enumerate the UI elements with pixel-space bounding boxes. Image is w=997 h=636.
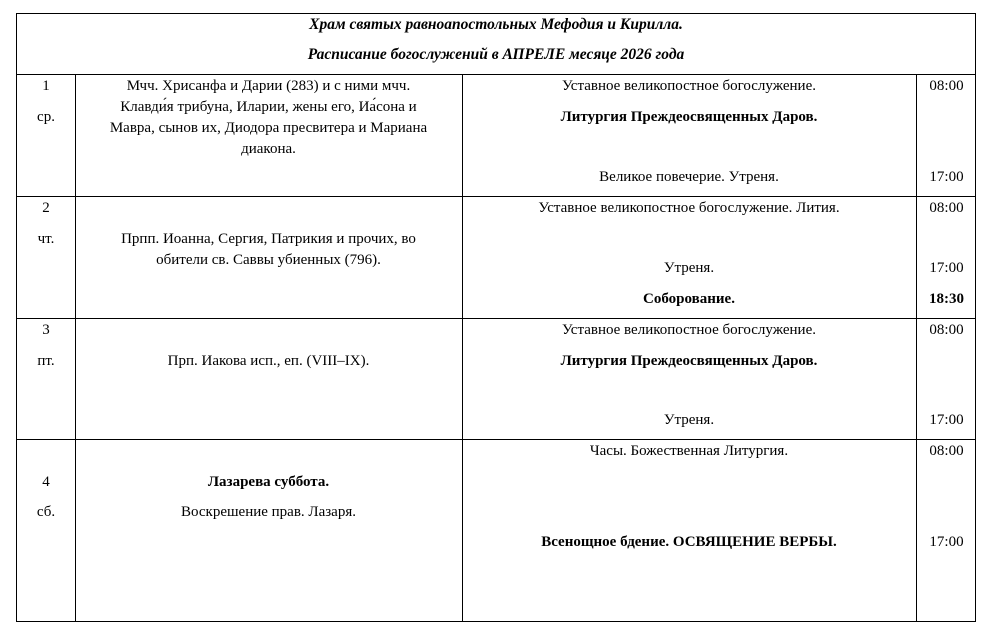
service-time: 17:00: [929, 412, 964, 428]
service-time: 08:00: [929, 78, 964, 94]
table-header: [17, 14, 975, 75]
service-time: 17:00: [929, 169, 964, 185]
day-number: 3: [42, 322, 50, 338]
service-text: Литургия Преждеосвященных Даров.: [560, 353, 818, 369]
service-text: Утреня.: [663, 260, 715, 276]
service-text: Всенощное бдение. ОСВЯЩЕНИЕ ВЕРБЫ.: [541, 534, 837, 550]
day-number: 2: [42, 200, 50, 216]
service-text: Соборование.: [643, 291, 735, 307]
service-text: Уставное великопостное богослужение.: [561, 78, 816, 94]
saint-line: обители св. Саввы убиенных (796).: [156, 252, 381, 268]
service-time: 17:00: [929, 260, 964, 276]
row-divider: [17, 196, 975, 197]
row-divider: [17, 318, 975, 319]
day-number: 4: [42, 474, 50, 490]
weekday: сб.: [36, 504, 56, 520]
day-number: 1: [42, 78, 50, 94]
service-time: 08:00: [929, 443, 964, 459]
saint-line: диакона.: [241, 141, 296, 157]
service-time: 08:00: [929, 200, 964, 216]
saint-line: Лазарева суббота.: [207, 474, 330, 490]
saint-line: Воскрешение прав. Лазаря.: [181, 504, 356, 520]
service-time: 08:00: [929, 322, 964, 338]
saint-line: Прп. Иакова исп., еп. (VIII–IX).: [167, 353, 370, 369]
saint-line: Клавди́я трибуна, Иларии, жены его, Иа́сона и: [120, 99, 417, 115]
service-text: Уставное великопостное богослужение.: [561, 322, 816, 338]
service-text: Великое повечерие. Утреня.: [599, 169, 779, 185]
weekday: ср.: [37, 109, 55, 125]
row-divider: [17, 439, 975, 440]
saint-line: Мчч. Хрисанфа и Дарии (283) и с ними мчч.: [126, 78, 411, 94]
service-text: Утреня.: [663, 412, 715, 428]
service-time: 17:00: [929, 534, 964, 550]
church-title: Храм святых равноапостольных Мефодия и Кирилла.: [309, 16, 683, 33]
saint-line: Мавра, сынов их, Диодора пресвитера и Мариана: [109, 120, 428, 136]
weekday: чт.: [37, 231, 55, 247]
schedule-table: [16, 13, 976, 622]
weekday: пт.: [37, 353, 55, 369]
service-time: 18:30: [929, 291, 964, 307]
service-text: Литургия Преждеосвященных Даров.: [560, 109, 818, 125]
service-text: Уставное великопостное богослужение. Лития.: [538, 200, 840, 216]
schedule-title: Расписание богослужений в АПРЕЛЕ месяце 2026 года: [307, 46, 685, 63]
service-text: Часы. Божественная Литургия.: [589, 443, 789, 459]
saint-line: Прпп. Иоанна, Сергия, Патрикия и прочих, во: [121, 231, 416, 247]
